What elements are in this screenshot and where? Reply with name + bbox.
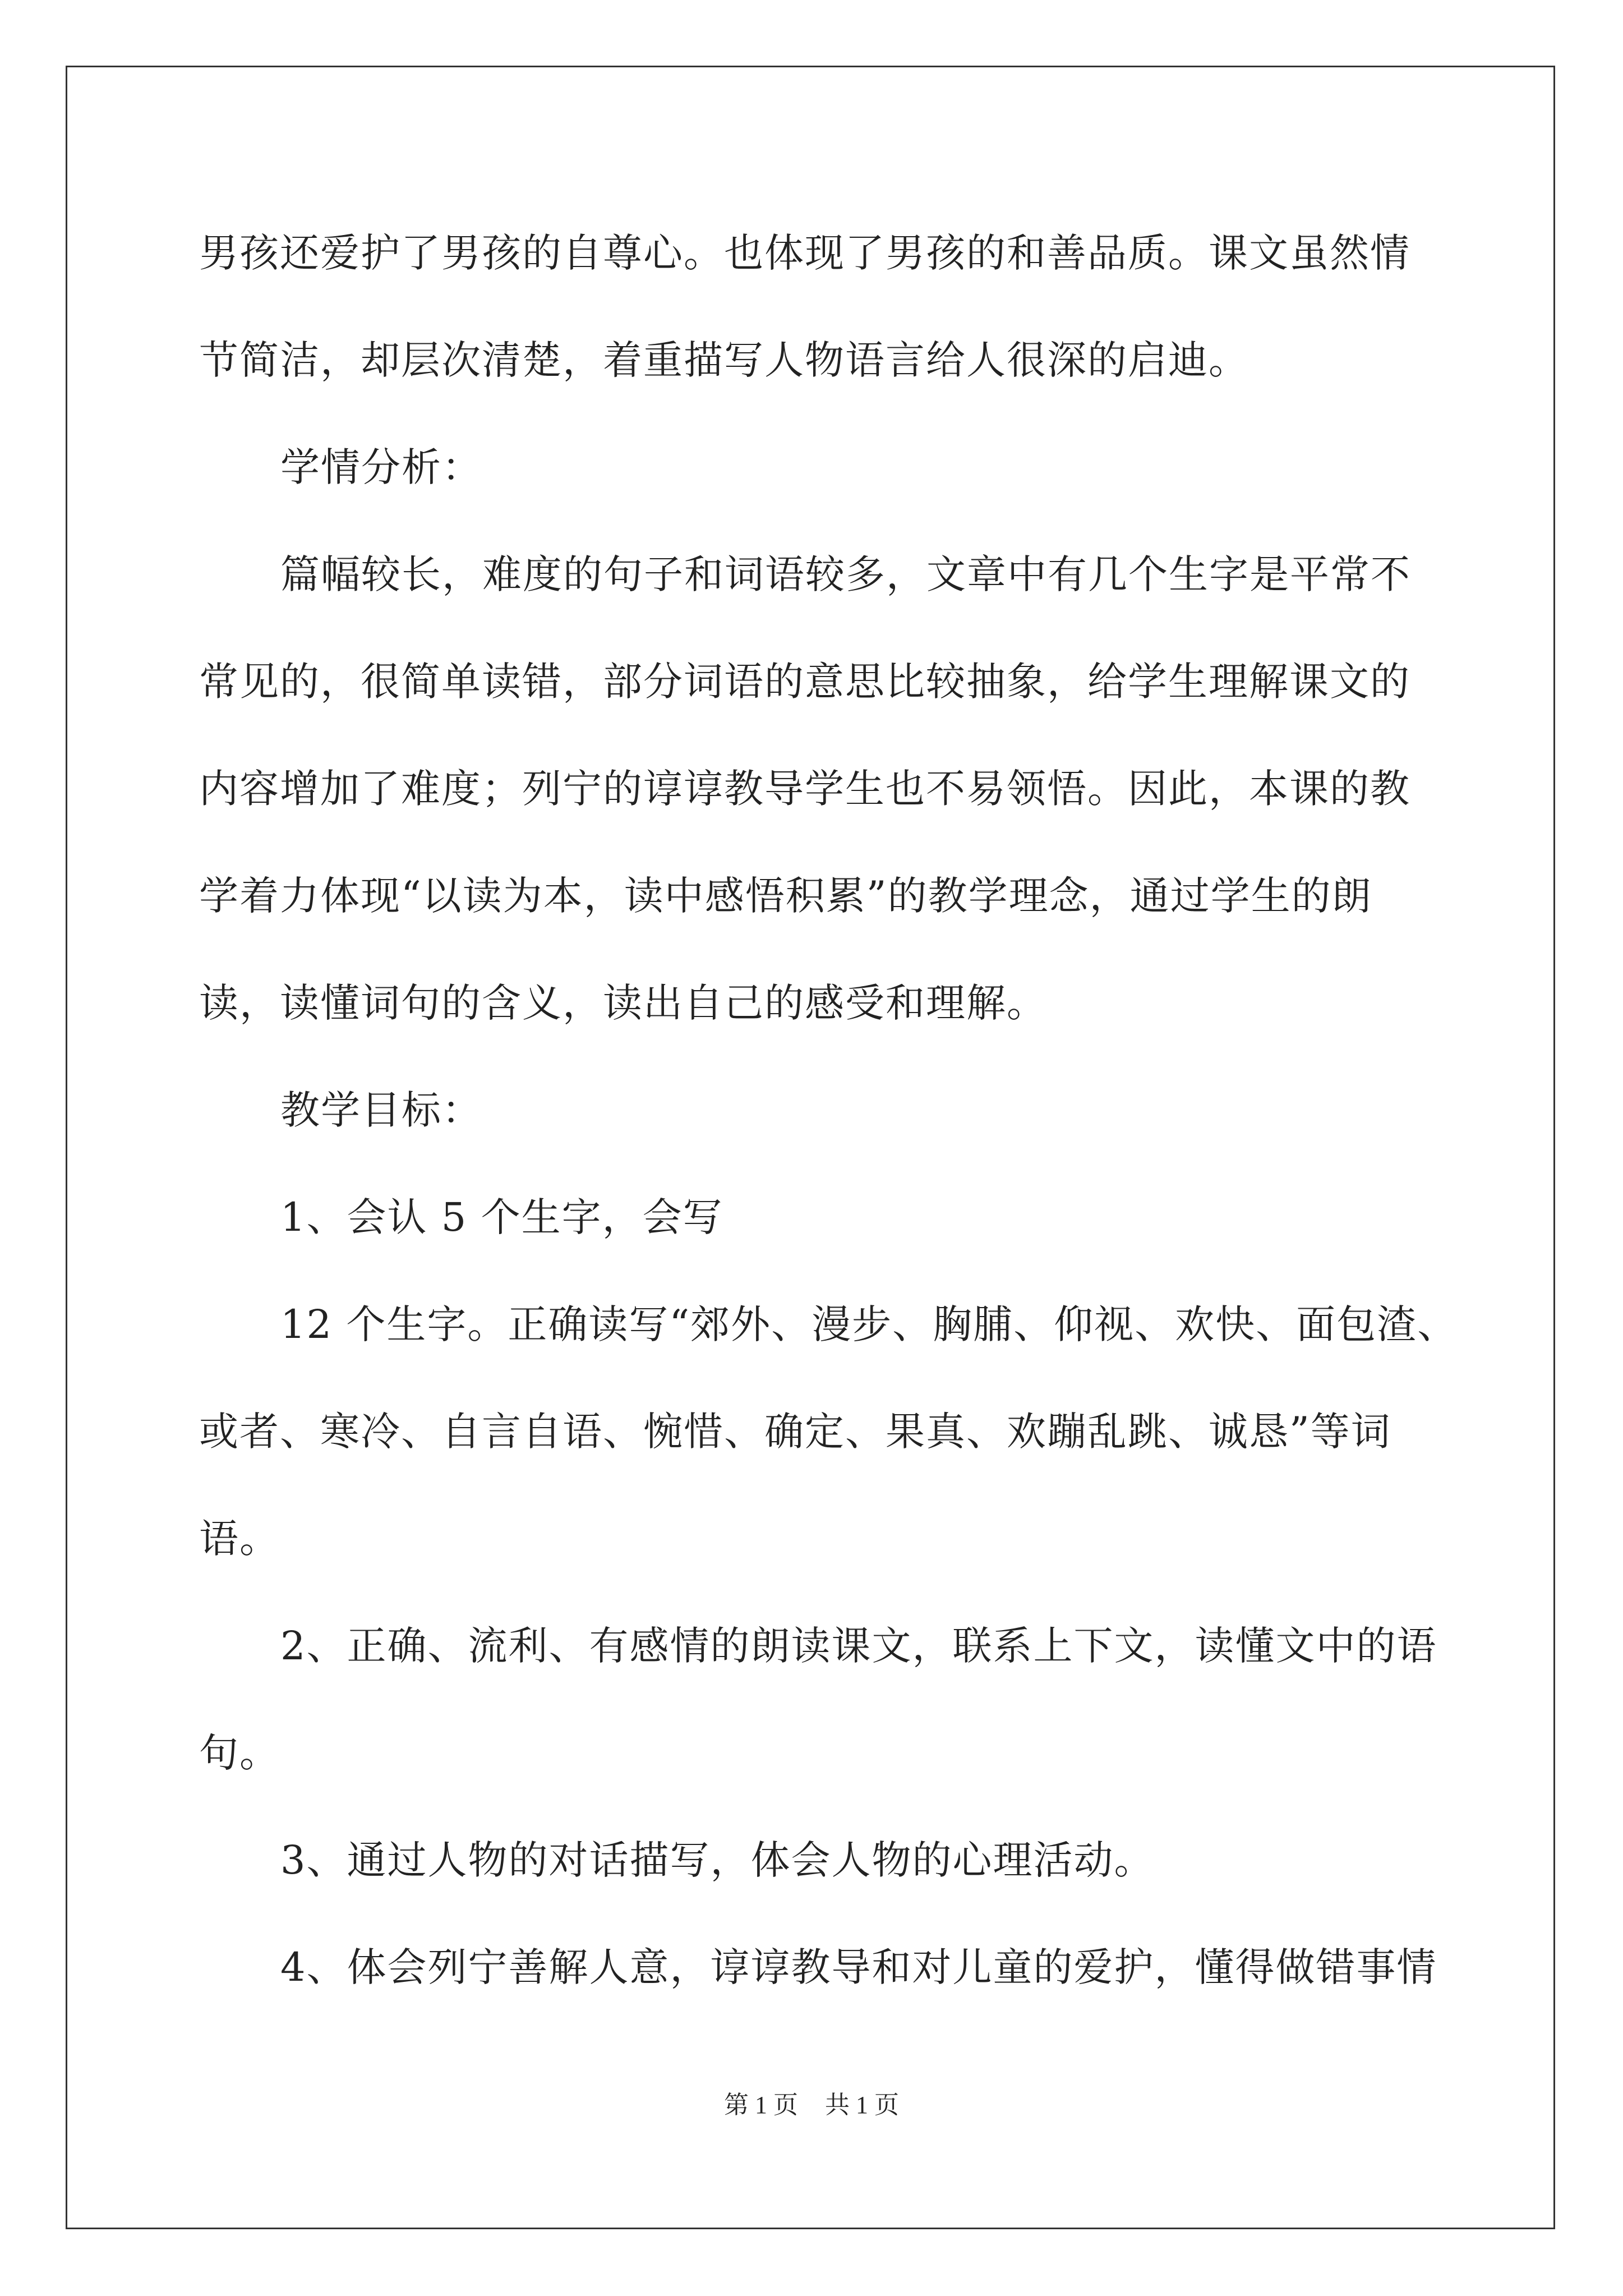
- goal-2-line-1: 2、正确、流利、有感情的朗读课文，联系上下文，读懂文中的语: [280, 1623, 1437, 1669]
- goal-1-line-4: 语。: [199, 1516, 280, 1562]
- page-total-label: 共 1 页: [825, 2091, 899, 2119]
- goal-1-line-1: 1、会认 5 个生字，会写: [280, 1194, 723, 1240]
- page-number-label: 第 1 页: [724, 2091, 798, 2119]
- page-border: [66, 66, 1555, 2229]
- goal-2-line-2: 句。: [199, 1730, 280, 1776]
- student-analysis-line-2: 常见的，很简单读错，部分词语的意思比较抽象，给学生理解课文的: [199, 659, 1410, 705]
- student-analysis-line-5: 读，读懂词句的含义，读出自己的感受和理解。: [199, 980, 1047, 1026]
- goal-1-line-2: 12 个生字。正确读写“郊外、漫步、胸脯、仰视、欢快、面包渣、: [280, 1301, 1458, 1347]
- student-analysis-line-3: 内容增加了难度；列宁的谆谆教导学生也不易领悟。因此，本课的教: [199, 766, 1410, 812]
- student-analysis-line-1: 篇幅较长，难度的句子和词语较多，文章中有几个生字是平常不: [280, 551, 1411, 597]
- goal-3-line-1: 3、通过人物的对话描写，体会人物的心理活动。: [280, 1837, 1155, 1883]
- intro-summary-line-1: 男孩还爱护了男孩的自尊心。也体现了男孩的和善品质。课文虽然情: [199, 230, 1410, 276]
- heading-student-analysis: 学情分析：: [280, 444, 482, 490]
- goal-1-line-3: 或者、寒冷、自言自语、惋惜、确定、果真、欢蹦乱跳、诚恳”等词: [199, 1409, 1391, 1455]
- heading-teaching-goals: 教学目标：: [280, 1087, 482, 1133]
- student-analysis-line-4: 学着力体现“以读为本，读中感悟积累”的教学理念，通过学生的朗: [199, 873, 1372, 919]
- intro-summary-line-2: 节简洁，却层次清楚，着重描写人物语言给人很深的启迪。: [199, 337, 1249, 383]
- page-footer: [0, 2090, 1623, 2121]
- goal-4-line-1: 4、体会列宁善解人意，谆谆教导和对儿童的爱护，懂得做错事情: [280, 1944, 1437, 1990]
